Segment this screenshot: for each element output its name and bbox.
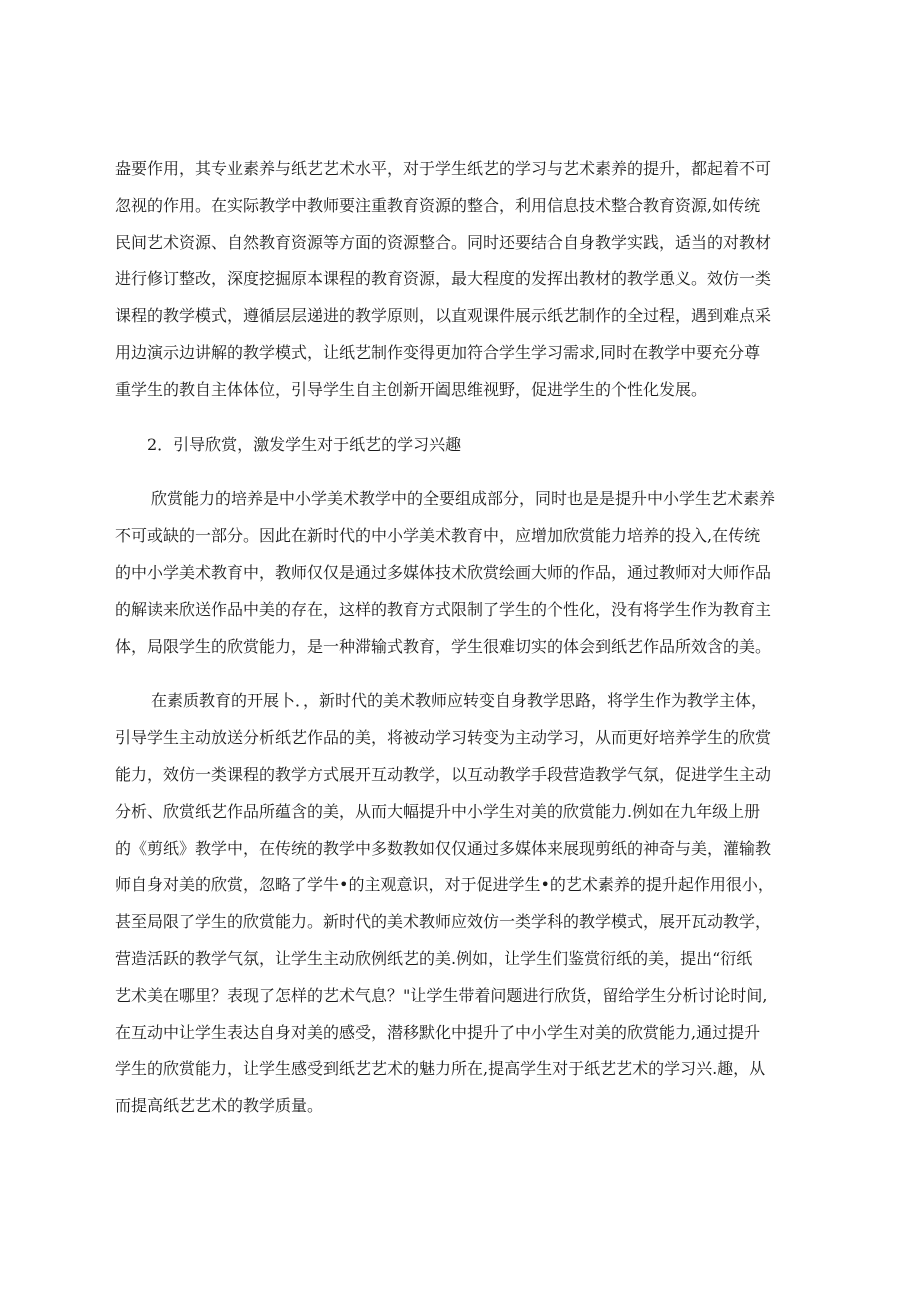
paragraph-gap [115,409,815,427]
text-line: 欣赏能力的培养是中小学美术教学中的全要组成部分，同时也是是提升中小学生艺术素养 [151,489,776,509]
text-line: 重学生的教自主体体位，引导学生自主创新开阖思维视野，促进学生的个性化发展。 [115,379,708,399]
text-line: 在互动中让学生表达自身对美的感受，潜移默化中提升了中小学生对美的欣赏能力,通过提升 [115,1022,761,1042]
text-line: 体，局限学生的欣赏能力，是一种滞输式教育，学生很难切实的体会到纸艺作品所效含的美。 [115,636,772,656]
section-heading [115,427,815,464]
text-line: 营造活跃的教学气氛，让学生主动欣例纸艺的美.例如，让学生们鉴赏衍纸的美，提出“衍纸 [115,948,753,968]
text-line: 学生的欣赏能力，让学生感受到纸艺艺术的魅力所在,提高学生对于纸艺艺术的学习兴.趣，从 [115,1059,766,1079]
text-line: 进行修订整改，深度挖掘原本课程的教育资源，最大程度的发挥出教材的教学恿义。效仿一类 [115,269,772,289]
text-line: 甚至局限了学生的欣赏能力。新时代的美术教师应效仿一类学科的教学模式，展开瓦动教学， [115,912,772,932]
text-line: 的《剪纸》教学中，在传统的教学中多数教如仅仅通过多媒体来展现剪纸的神奇与美，灌输教 [115,838,772,858]
text-line: 师自身对美的欣赏，忽略了学牛•的主观意识，对于促进学生•的艺术素养的提升起作用很小， [115,875,774,895]
text-line: 的解读来欣送作品中美的存在，这样的教育方式限制了学生的个性化，没有将学生作为教育主 [115,599,772,619]
text-line: 盎要作用，其专业素养与纸艺艺术水平，对于学生纸艺的学习与艺术素养的提升，都起着不可 [115,159,772,178]
text-line: 分析、欣赏纸艺作品所蕴含的美，从而大幅提升中小学生对美的欣赏能力.例如在九年级上册 [115,801,761,821]
text-line: 而提高纸艺艺术的教学质量。 [115,1096,324,1116]
text-line: 艺术美在哪里？表现了怎样的艺术气息？"让学生带着问题进行欣货，留给学生分析讨论时间, [115,985,768,1005]
text-line: 的中小学美术教育中，教师仅仅是通过多媒体技术欣赏绘画大师的作品，通过教师对大师作品 [115,562,772,582]
paragraph-resource-integration [115,151,815,409]
text-line: 课程的教学模式，遵循层层递进的教学原则，以直观课件展示纸艺制作的全过程，遇到难点采 [115,306,772,326]
text-line: 能力，效仿一类课程的教学方式展开互动教学，以互动教学手段营造教学气氛，促进学生主动 [115,764,772,784]
text-line: 在素质教育的开展卜．，新时代的美术教师应转变自身教学思路，将学生作为教学主体， [151,691,768,711]
text-line: 用边演示边讲解的教学模式，让纸艺制作变得更加符合学生学习需求,同时在教学中要充分尊 [115,342,761,362]
text-line: 民间艺术资源、自然教育资源等方面的资源整合。同时还要结合自身教学实践，适当的对教材 [115,232,772,252]
text-line: 忽视的作用。在实际教学中教师要注重教育资源的整合，利用信息技术整合教育资源,如传统 [115,195,761,215]
text-line: 不可或缺的一部分。因此在新时代的中小学美术教育中，应增加欣赏能力培养的投入,在传统 [115,526,761,546]
paragraph-gap [115,463,815,481]
paragraph-interactive-teaching [115,683,815,1125]
paragraph-appreciation-ability [115,481,815,665]
section-heading-text: 2．引导欣赏，激发学生对于纸艺的学习兴趣 [147,434,462,454]
paragraph-gap [115,665,815,683]
text-line: 引导学生主动放送分析纸艺作品的美，将被动学习转变为主动学习，从而更好培养学生的欣赏 [115,728,772,748]
document-body [115,151,815,1125]
